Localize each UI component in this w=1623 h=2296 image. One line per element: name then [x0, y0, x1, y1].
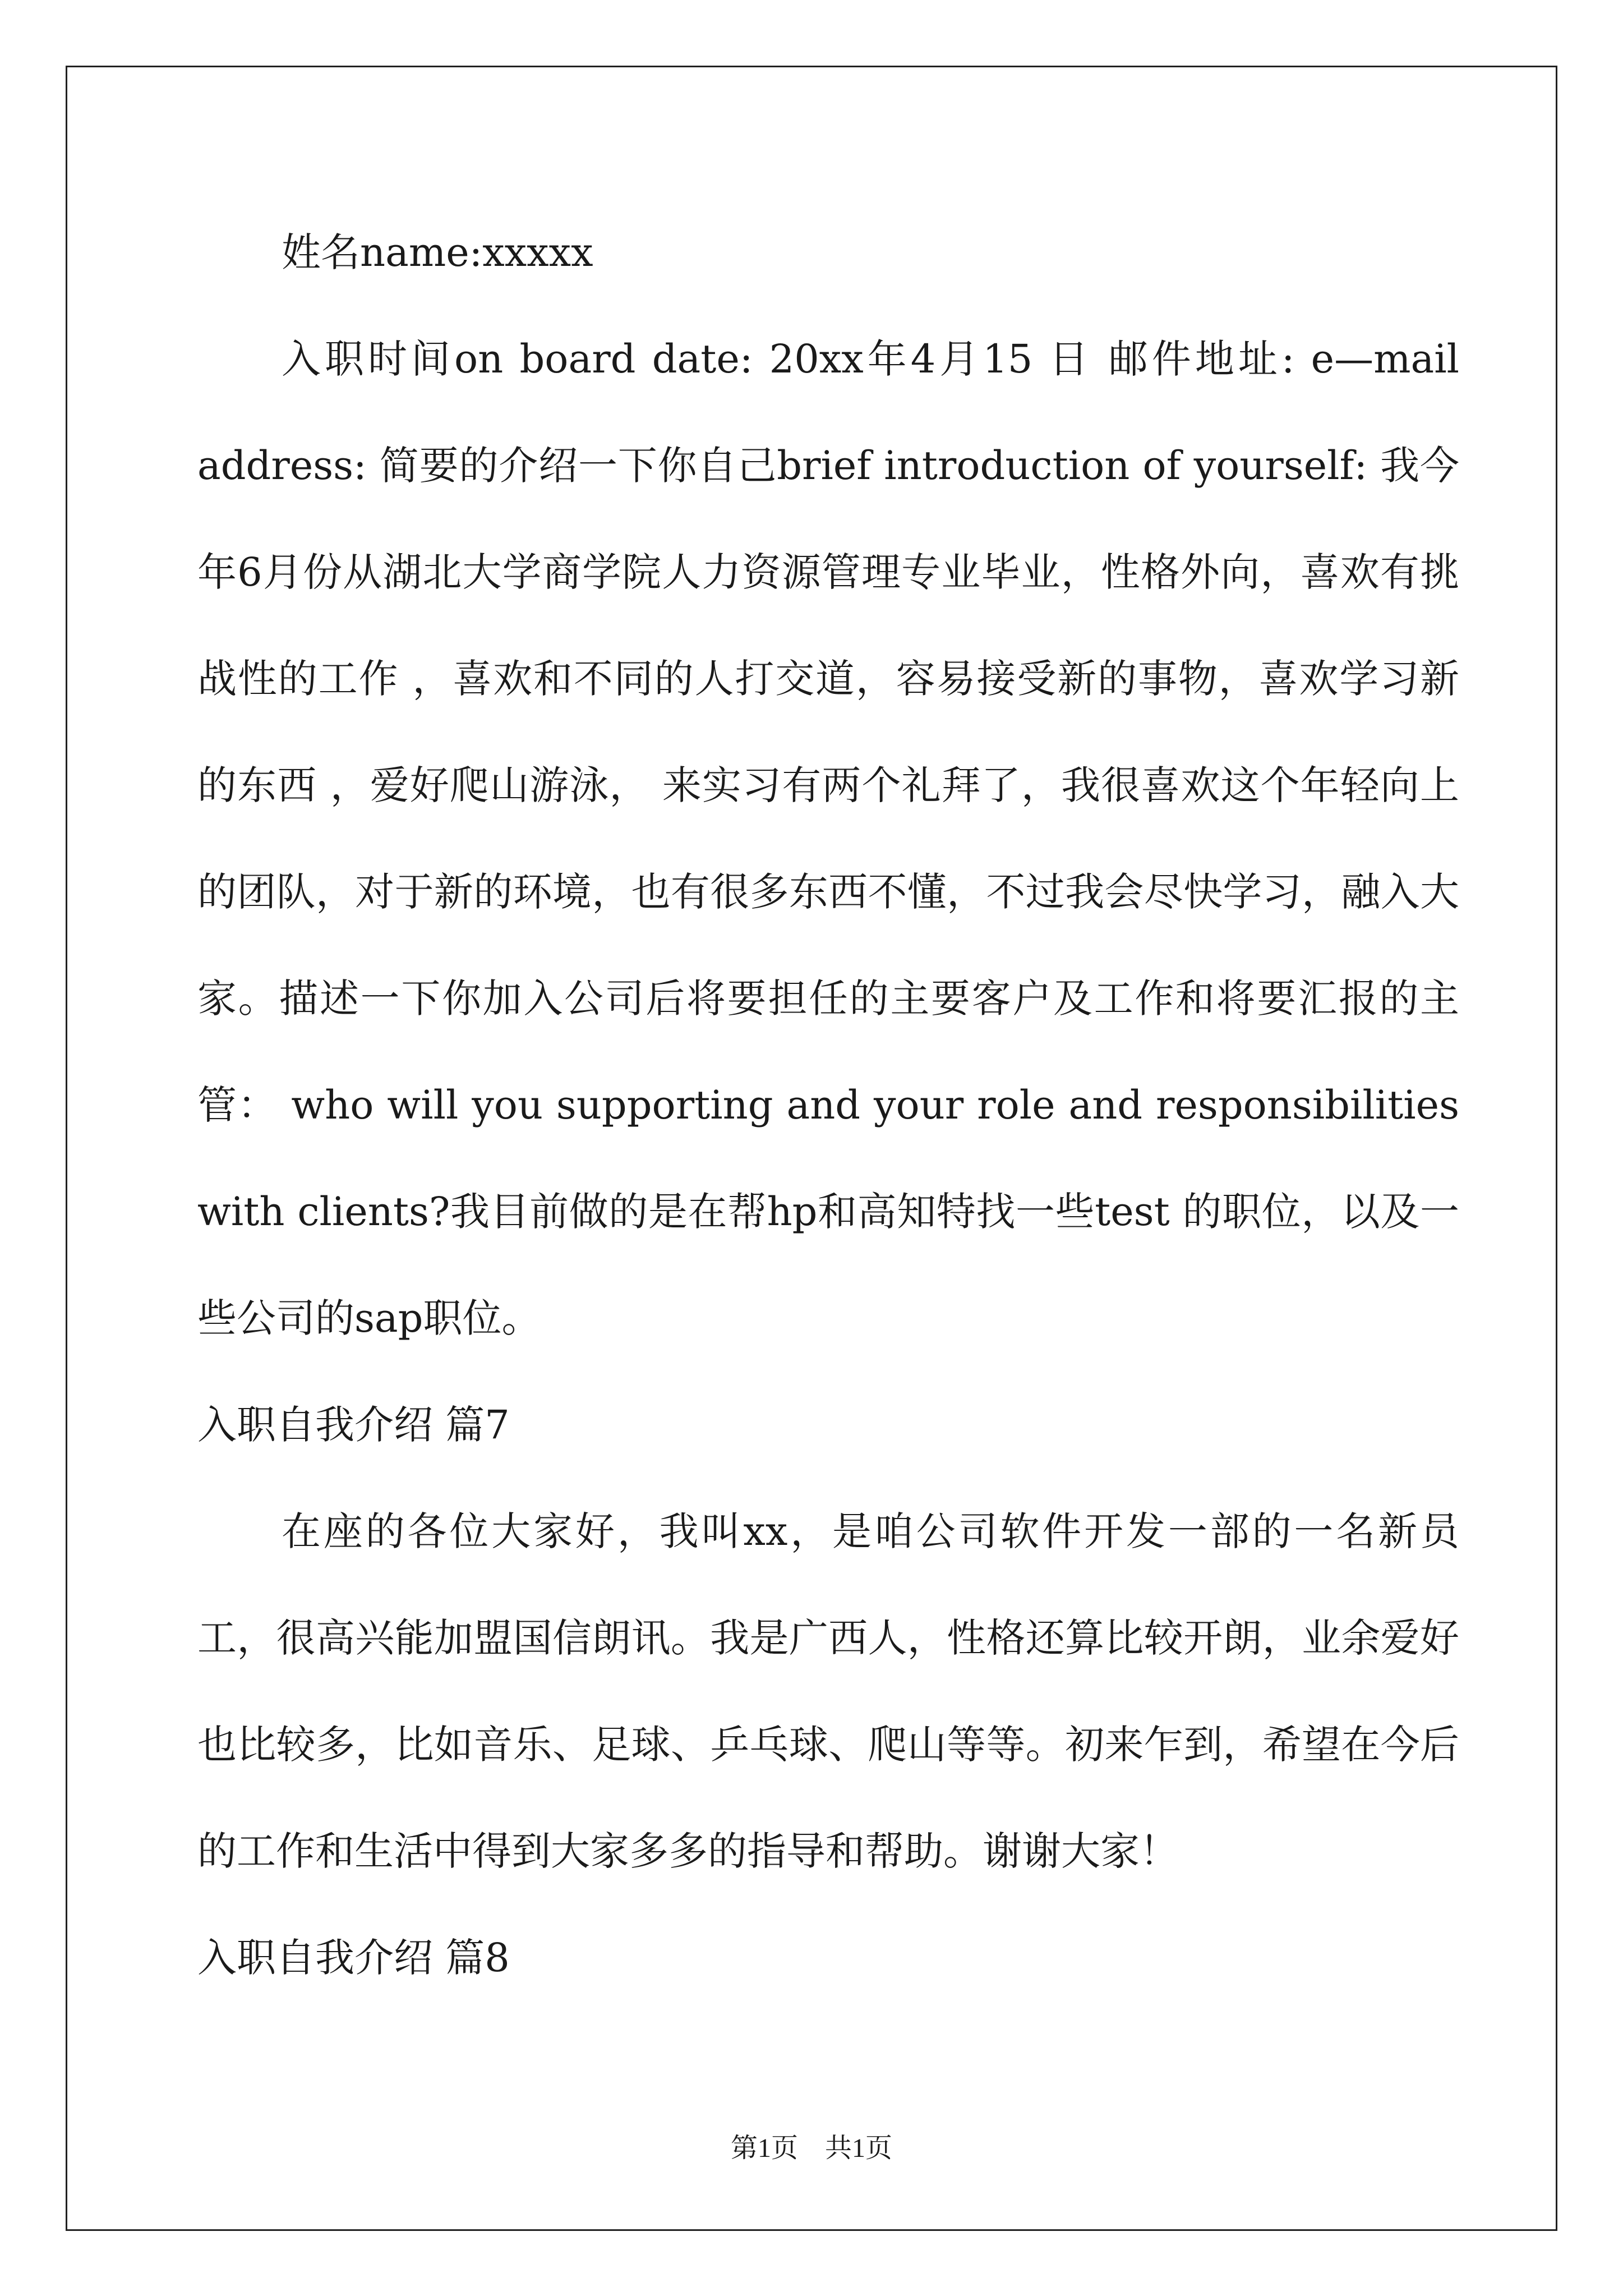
section-heading-8: 入职自我介绍 篇8 [197, 1935, 510, 1981]
section-heading-7: 入职自我介绍 篇7 [197, 1402, 510, 1448]
document-body [197, 199, 1459, 2011]
page-footer: 第1页 共1页 [730, 2133, 892, 2163]
paragraph-onboard-info: 入职时间on board date: 20xx年4月15 日 邮件地址: e—mail address: 简要的介绍一下你自己brief introduction of yourself: 我今年6月份从湖北大学商学院人力资源管理专业毕业，性格外向，喜欢有挑战性的工作 ，喜欢和不同的人打交道，容易接受新的事物，喜欢学习新的东西 ，爱好爬山游泳， 来实习有两个礼拜了，我很喜欢这个年轻向上的团队，对于新的环境，也有很多东西不懂，不过我会尽快学习，融入大家。描述一下你加入公司后将要担任的主要客户及工作和将要汇报的主管： who will you supporting and your role and responsibilities with clients?我目前做的是在帮hp和高知特找一些test 的职位，以及一些公司的sap职位。 [197, 336, 1459, 1341]
paragraph-self-intro: 在座的各位大家好，我叫xx，是咱公司软件开发一部的一名新员工，很高兴能加盟国信朗讯。我是广西人，性格还算比较开朗，业余爱好也比较多，比如音乐、足球、乒乓球、爬山等等。初来乍到，希望在今后的工作和生活中得到大家多多的指导和帮助。谢谢大家！ [197, 1508, 1459, 1874]
paragraph-name: 姓名name:xxxxx [282, 229, 593, 275]
